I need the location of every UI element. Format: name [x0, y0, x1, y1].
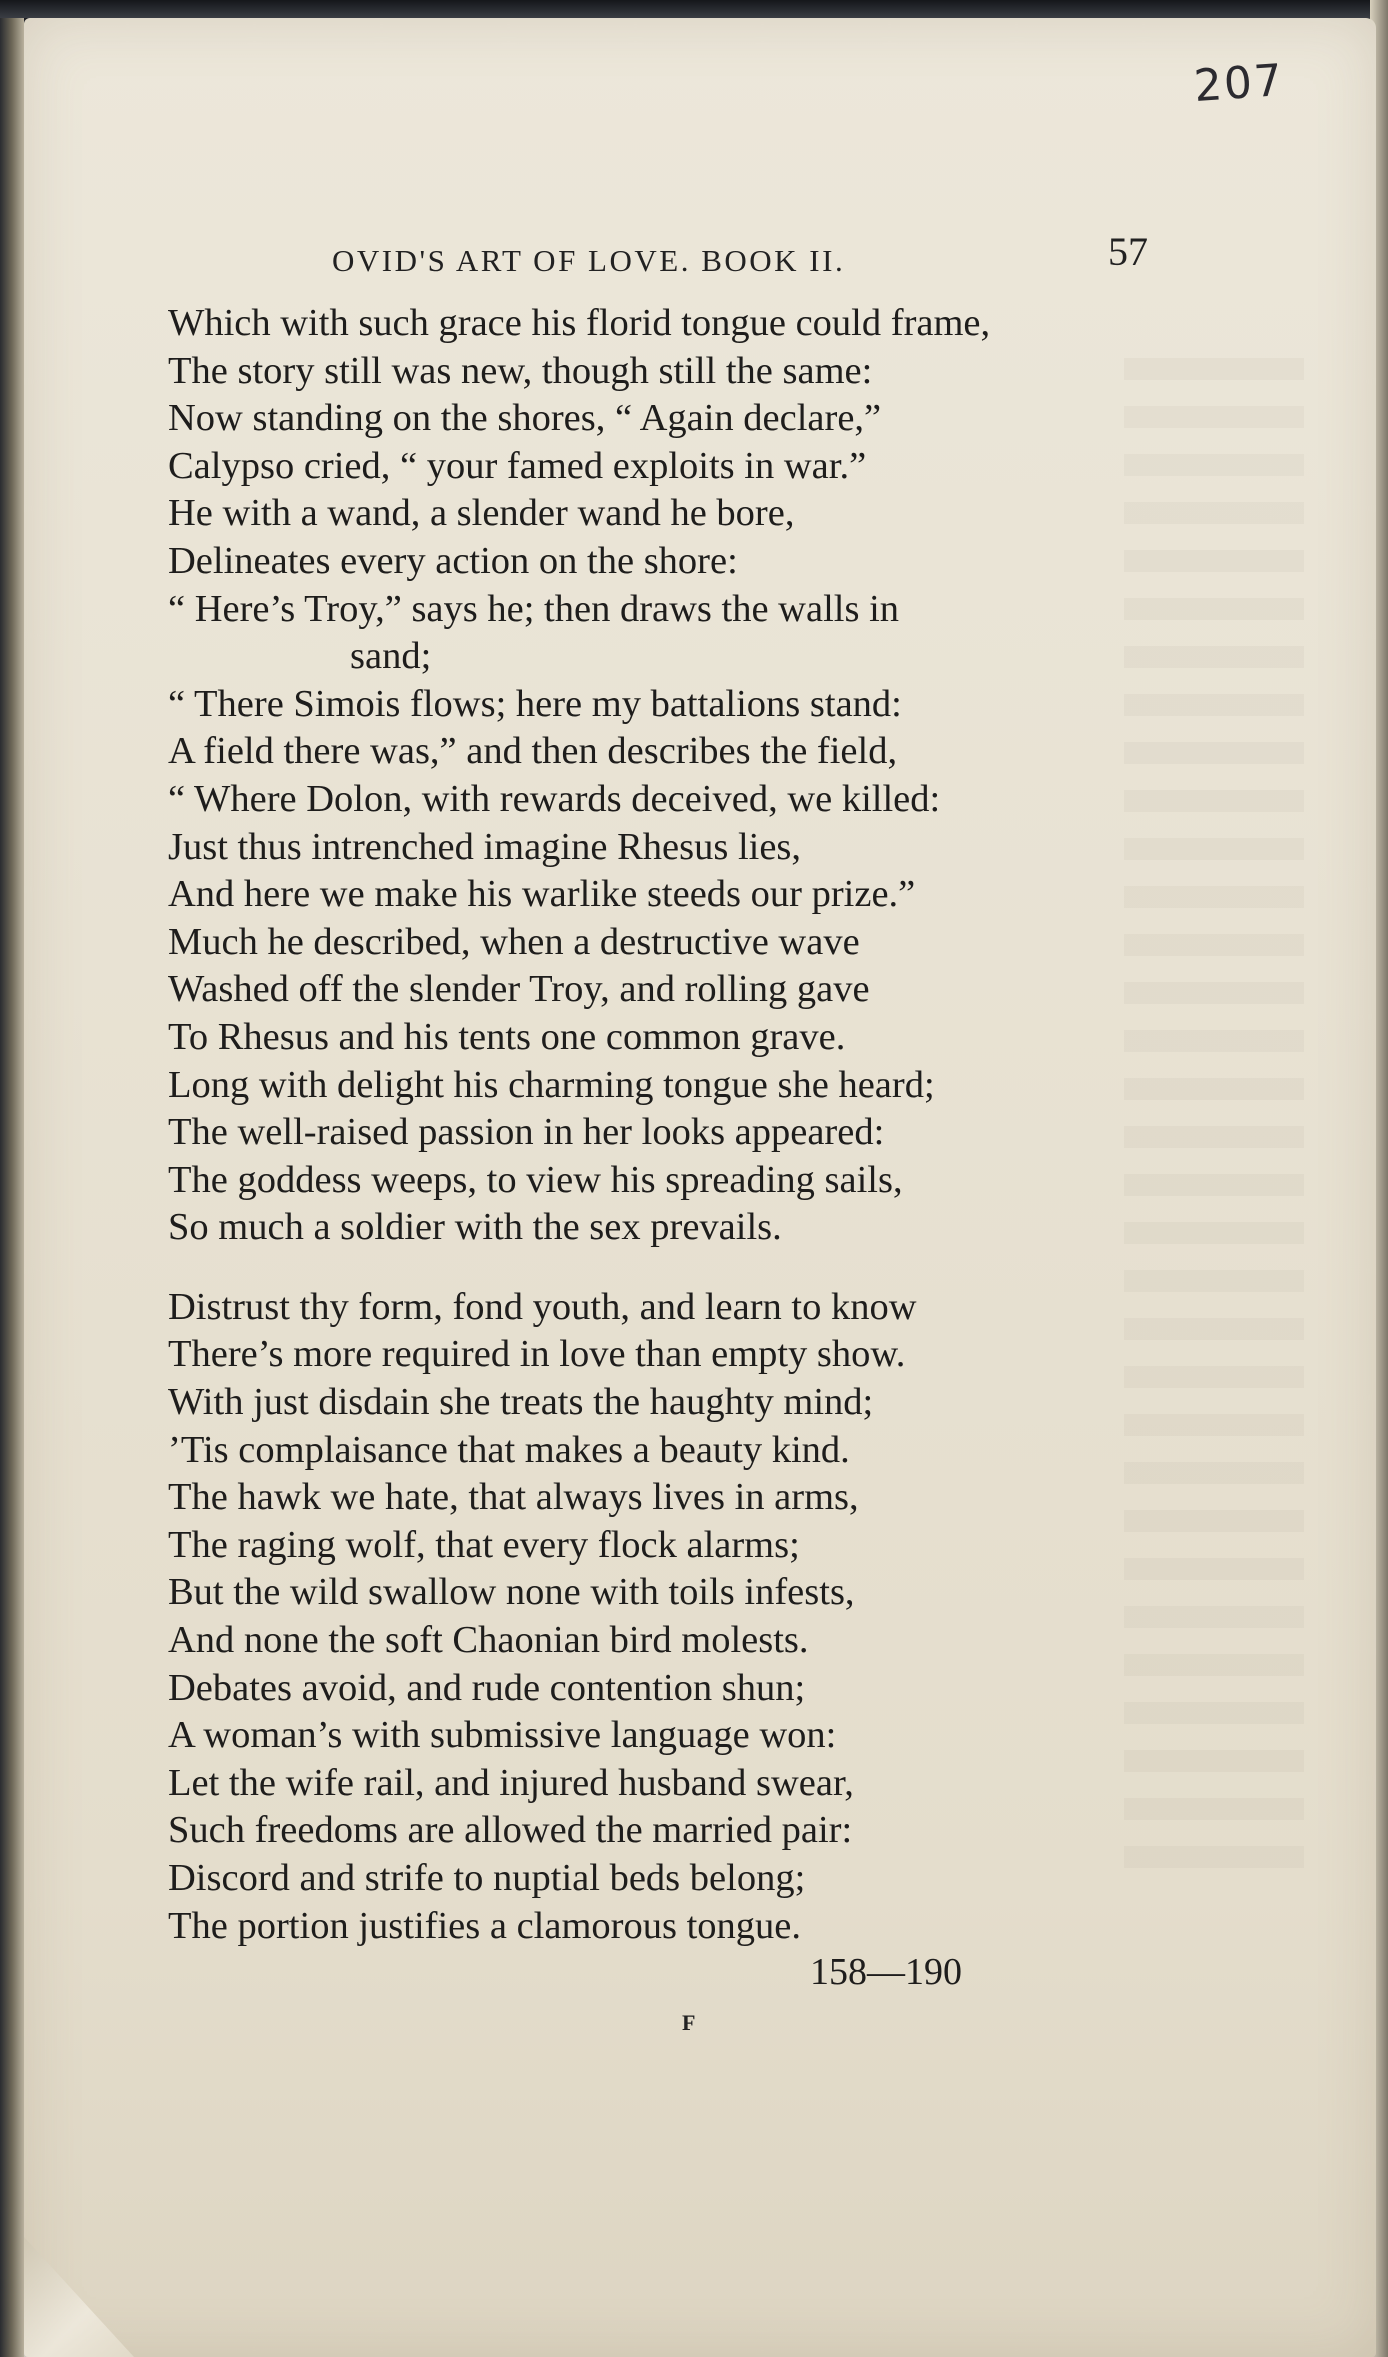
running-title: OVID'S ART OF LOVE. BOOK II. — [332, 243, 846, 278]
verse-line: Long with delight his charming tongue she heard; — [168, 1063, 935, 1106]
verse-line: sand; — [350, 635, 432, 678]
verse-line: Now standing on the shores, “ Again declare,” — [168, 397, 882, 440]
verse-line: With just disdain she treats the haughty mind; — [168, 1381, 874, 1424]
verse-line: So much a soldier with the sex prevails. — [168, 1206, 782, 1249]
verse-line: But the wild swallow none with toils infests, — [168, 1571, 855, 1614]
verse-line: Delineates every action on the shore: — [168, 539, 738, 582]
stanza-break — [168, 1252, 1188, 1284]
verse-line: Which with such grace his florid tongue could frame, — [168, 302, 991, 344]
book-top-edge — [0, 0, 1388, 18]
poem-text — [168, 300, 1188, 1950]
verse-line: The story still was new, though still the same: — [168, 349, 873, 392]
verse-line: Debates avoid, and rude contention shun; — [168, 1666, 806, 1709]
printer-signature-mark: F — [682, 2010, 696, 2035]
verse-line: The portion justifies a clamorous tongue. — [168, 1904, 801, 1947]
verse-line: Washed off the slender Troy, and rolling gave — [168, 968, 870, 1011]
verse-line: Much he described, when a destructive wave — [168, 920, 860, 963]
verse-line: “ Here’s Troy,” says he; then draws the walls in — [168, 587, 900, 630]
verse-line: Let the wife rail, and injured husband swear, — [168, 1761, 854, 1804]
verse-line: Distrust thy form, fond youth, and learn to know — [168, 1285, 917, 1328]
verse-line: A woman’s with submissive language won: — [168, 1714, 837, 1757]
verse-line: A field there was,” and then describes the field, — [168, 730, 898, 773]
verse-line: The well-raised passion in her looks appeared: — [168, 1111, 885, 1154]
stanza — [168, 300, 1188, 1252]
stanza — [168, 1284, 1188, 1950]
verse-line: The raging wolf, that every flock alarms; — [168, 1523, 800, 1566]
verse-line: There’s more required in love than empty show. — [168, 1333, 906, 1376]
verse-line: ’Tis complaisance that makes a beauty kind. — [168, 1428, 850, 1471]
handwritten-folio-number: 207 — [1192, 54, 1286, 113]
verse-line: Calypso cried, “ your famed exploits in war.” — [168, 444, 867, 487]
page-number: 57 — [1108, 229, 1148, 274]
verse-line: To Rhesus and his tents one common grave. — [168, 1015, 846, 1058]
verse-line: The hawk we hate, that always lives in arms, — [168, 1476, 859, 1519]
verse-line: “ Where Dolon, with rewards deceived, we killed: — [168, 777, 941, 820]
verse-line: “ There Simois flows; here my battalions stand: — [168, 682, 902, 725]
verse-line: Just thus intrenched imagine Rhesus lies, — [168, 825, 802, 868]
verse-line: Discord and strife to nuptial beds belong; — [168, 1857, 806, 1899]
verse-line: And none the soft Chaonian bird molests. — [168, 1619, 809, 1662]
verse-line: And here we make his warlike steeds our prize.” — [168, 873, 916, 916]
verse-line: He with a wand, a slender wand he bore, — [168, 492, 795, 535]
verse-line: The goddess weeps, to view his spreading sails, — [168, 1158, 903, 1201]
book-spine-edge — [0, 0, 24, 2357]
verse-line: Such freedoms are allowed the married pair: — [168, 1809, 853, 1852]
line-range: 158—190 — [810, 1951, 962, 1993]
